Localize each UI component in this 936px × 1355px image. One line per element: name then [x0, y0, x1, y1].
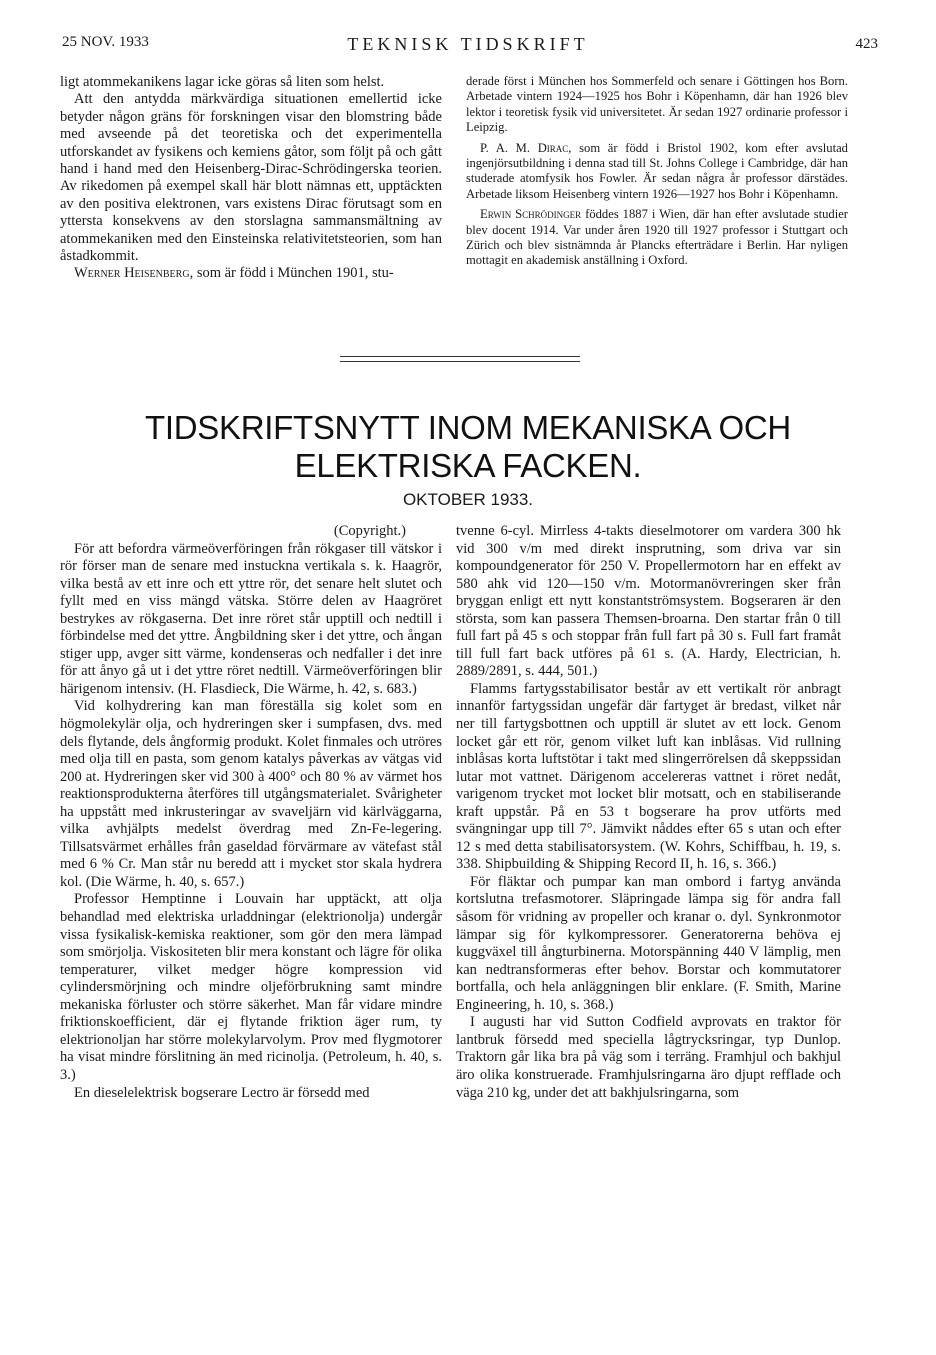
divider-rule: [340, 356, 580, 357]
article-right-column: [456, 523, 841, 1102]
paragraph: [466, 141, 848, 203]
header-date: 25 NOV. 1933: [62, 34, 149, 50]
paragraph: Flamms fartygsstabilisator består av ett vertikalt rör anbragt innanför fartygssidan ungefär där fartyget är bredast, vilket når ner till fartygsbottnen och upptill är slutet av ett lock. Genom locket går ett rör, genom vilket luft kan inblåsas. Vid rullning inblåsas korta luftstötar i takt med slingerrörelsen då skeppssidan lutar mot vattnet. Därigenom accelereras vattnet i röret nedåt, varigenom trycket mot locket blir motsatt, och en stabiliserande kraft uppstår. På en 53 t bogserare ha prov utförts med svängningar upp till 7°. Jämvikt nåddes efter 65 s utan och efter 12 s med detta stabilisatorsystem. (W. Kohrs, Schiffbau, h. 19, s. 338. Shipbuilding & Shipping Record II, h. 16, s. 366.): [456, 680, 841, 873]
paragraph: Att den antydda märkvärdiga situationen emellertid icke betyder någon gräns för forskningen visar den blomstring både med avseende på det teoretiska och det experimentella utforskandet av fysikens och kemiens gåtor, som följt på och gått hand i hand med den Heisenberg-Dirac-Schrödingerska teorien. Av rikedomen på exempel skall här blott nämnas ett, upptäckten av den positiva elektronen, vars existens Dirac förutsagt som en yttersta konsekvens av den storslagna sammansmältning av atommekaniken med den Einsteinska relativitetsteorien, som han åstadkommit.: [60, 91, 442, 265]
article-title-line-2: ELEKTRISKA FACKEN.: [294, 447, 642, 484]
paragraph: ligt atommekanikens lagar icke göras så liten som helst.: [60, 74, 385, 90]
header-journal-title: TEKNISK TIDSKRIFT: [347, 34, 589, 54]
paragraph: Vid kolhydrering kan man föreställa sig kolet som en högmolekylär olja, och hydreringen sker i sumpfasen, dvs. med dels flytande, dels ångformig produkt. Kolet finmales och utröres med olja till en pasta, som genom katalys påverkas av vätgas vid 200 at. Hydreringen sker vid 300 à 400° och 80 % av värmet hos reaktionsprodukterna återföres till utgångsmaterialet. Svårigheter ha uppstått med inkrusteringar av svaveljärn vid kärlväggarna, vilka avhjälpts medelst överdrag med Zn-Fe-legering. Tillsatsvärmet erhålles från gaseldad förvärmare av vätefast stål med 6 % Cr. Man står nu beredd att i mycket stor skala hydrera kol. (Die Wärme, h. 40, s. 657.): [60, 698, 442, 890]
person-name: Erwin Schrödinger: [480, 207, 582, 222]
article-title-line-1: TIDSKRIFTSNYTT INOM MEKANISKA OCH: [145, 409, 791, 446]
top-left-column: [60, 74, 442, 283]
header-page-number: 423: [855, 36, 878, 52]
person-name: P. A. M. Dirac: [480, 140, 569, 155]
divider-rule: [340, 361, 580, 362]
paragraph: [60, 265, 442, 282]
paragraph: För fläktar och pumpar kan man ombord i fartyg använda kortslutna trefasmotorer. Släpringade lämpa sig för andra fall såsom för vridning av propeller och kranar o. dyl. Synkronmotor lämpar sig för kylkompressorer. Generatorerna behöva ej kuggväxel till ångturbinerna. Motorspänning 440 V lämplig, men kan nedtransformeras efter behov. Borstar och kommutatorer bortfalla, och hela anläggningen blir enklare. (F. Smith, Marine Engineering, h. 10, s. 368.): [456, 873, 841, 1013]
paragraph: Professor Hemptinne i Louvain har upptäckt, att olja behandlad med elektriska urladdningar (elektrionolja) undergår vissa fysikalisk-kemiska reaktioner, som gör den mera lämpad som smörjolja. Viskositeten blir mera konstant och lägre för olika temperaturer, vilket medger högre kompression vid cylindersmörjning och mindre oljeförbrukning samt mindre mekaniska förluster och större säkerhet. Man får vidare mindre friktionskoefficient, där ej flytande friktion äger rum, ty elektrionoljan har större molekylarvolym. Prov med flygmotorer ha visat mindre förslitning än med ricinolja. (Petroleum, h. 40, s. 3.): [60, 891, 442, 1083]
paragraph: derade först i München hos Sommerfeld och senare i Göttingen hos Born. Arbetade vintern 1924—1925 hos Bohr i Köpenhamn, där han 1926 blev lektor i teoretisk fysik vid universitetet. Är sedan 1927 ordinarie professor i Leipzig.: [466, 74, 848, 135]
paragraph-text: , som är född i München 1901, stu-: [189, 265, 394, 282]
article-subtitle: OKTOBER 1933.: [402, 490, 534, 509]
paragraph: För att befordra värmeöverföringen från rökgaser till vätskor i rör förser man de senare med instuckna vertikala s. k. Haagrör, vilka bestå av ett inre och ett yttre rör, det senare helt slutet och fyllt med en viss mängd vätska. Större delen av Haagröret bestrykes av rökgaserna. Det inre röret står upptill och nedtill i förbindelse med det yttre. Ångbildning sker i det yttre, och ångan stiger upp, avger sitt värme, kondenseras och nedfaller i det inre för att ånyo gå ut i det yttre röret nedtill. Värmeöverföringen blir härigenom intensiv. (H. Flasdieck, Die Wärme, h. 42, s. 683.): [60, 540, 442, 697]
person-name: Werner Heisenberg: [74, 265, 190, 282]
paragraph: I augusti har vid Sutton Codfield avprovats en traktor för lantbruk försedd med speciella lågtrycksringar, typ Dunlop. Traktorn går lika bra på väg som i terräng. Framhjul och bakhjul äro olika konstruerade. Framhjulsringarna äro djupt refflade och väga 210 kg, under det att bakhjulsringarna, som: [456, 1014, 841, 1101]
article-left-column: [60, 523, 442, 1102]
paragraph: tvenne 6-cyl. Mirrless 4-takts dieselmotorer om vardera 300 hk vid 300 v/m med direkt insprutning, som driva var sin kompoundgenerator för 250 V. Propellermotorn har en effekt av 580 ahk vid 120—150 v/m. Motormanövreringen sker från bryggan enligt ett nytt konstantströmsystem. Bogseraren är den största, som kan passera Themsen-broarna. Den startar från 0 till full fart på 45 s och stoppar från full fart på 30 s. Full fart framåt till full fart back utföres på 61 s. (A. Hardy, Electrician, h. 2889/2891, s. 444, 501.): [456, 523, 841, 680]
paragraph-text: föddes 1887 i Wien, där han efter avslutade studier blev docent 1914. Var under åren 1920 till 1927 professor i Stuttgart och Zürich och blev sistnämnda år Plancks efterträdare i Berlin. Har nyligen mottagit en akademisk anställning i Oxford.: [466, 207, 848, 268]
top-right-column: [466, 74, 848, 274]
copyright-note: (Copyright.): [333, 523, 406, 539]
paragraph-text: , som är född i Bristol 1902, kom efter avslutad ingenjörsutbildning i denna stad till St. Johns College i Cambridge, där han studerade atomfysik hos Fowler. Är sedan några år professor därstädes. Arbetade liksom Heisenberg vintern 1926—1927 hos Bohr i Köpenhamn.: [466, 140, 848, 201]
paragraph: En dieselelektrisk bogserare Lectro är försedd med: [74, 1084, 370, 1101]
paragraph: [466, 207, 848, 269]
